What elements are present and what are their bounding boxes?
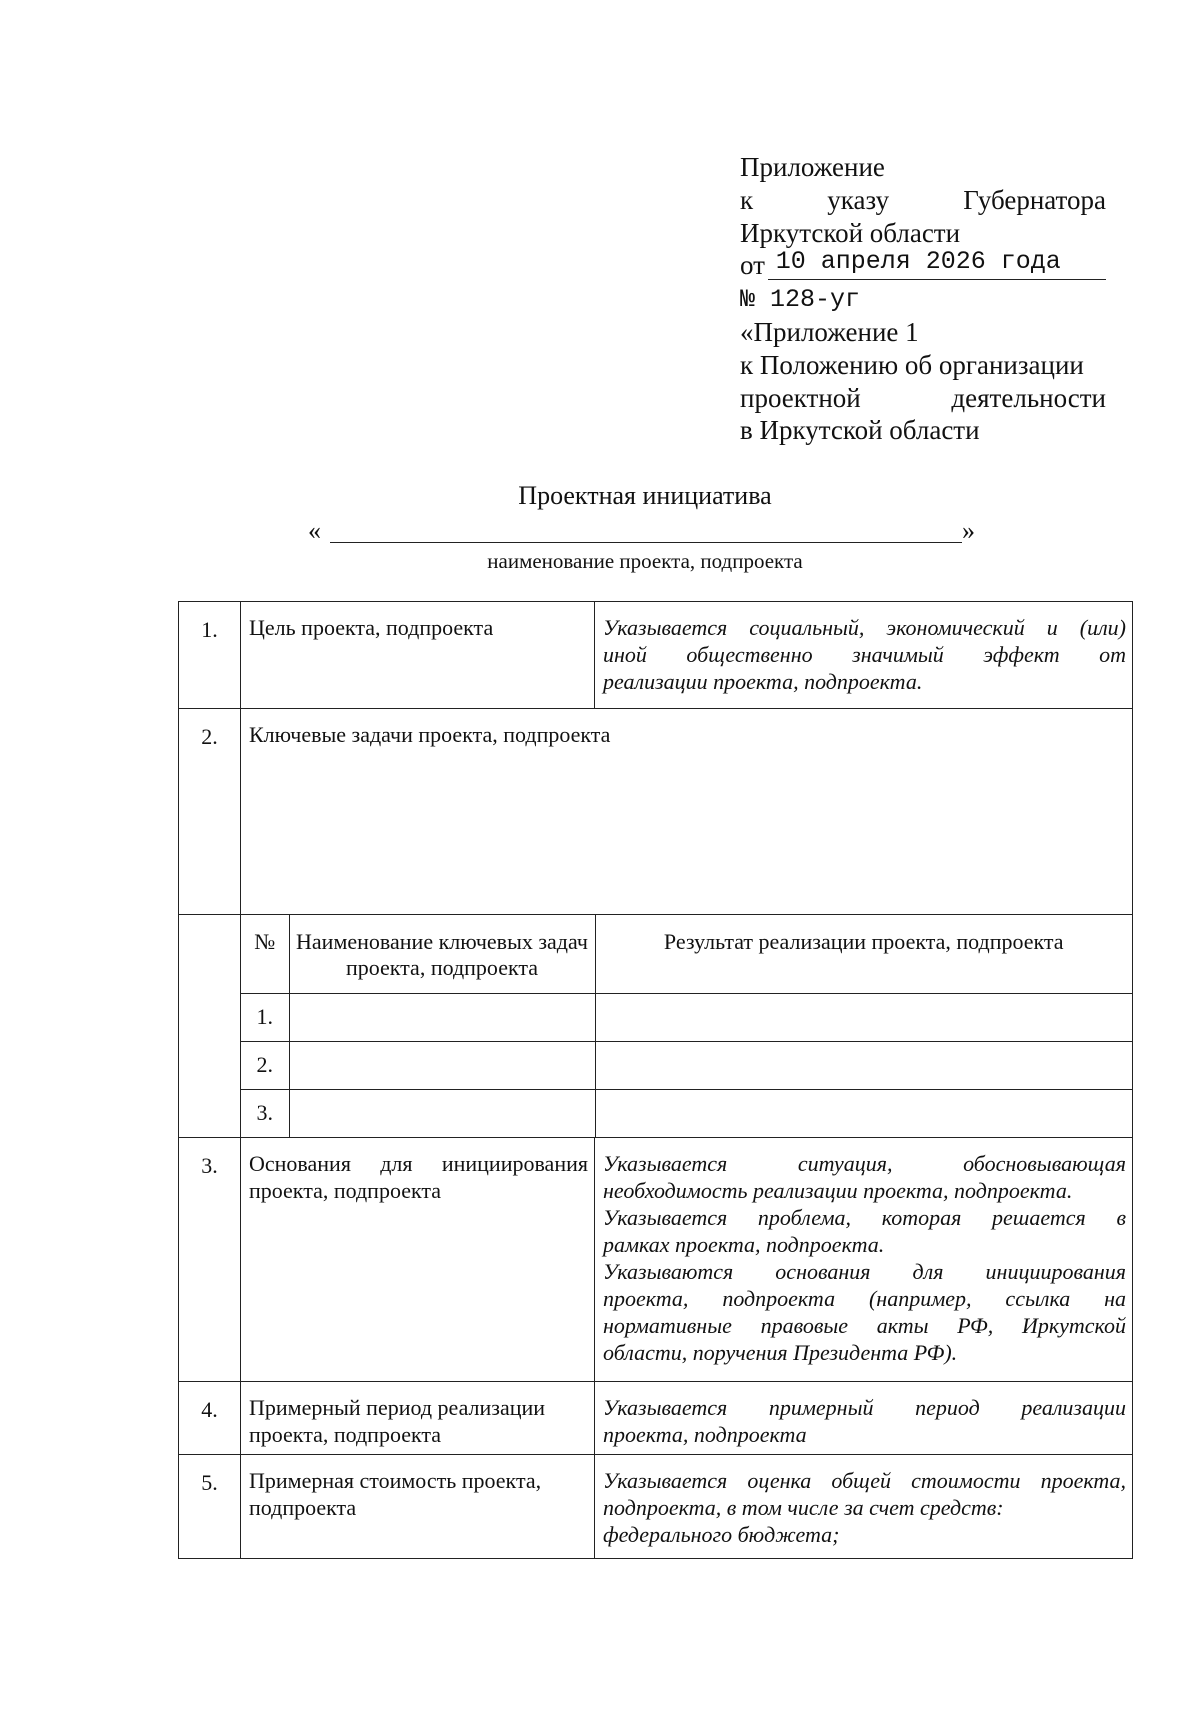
key-task-number: 1.: [241, 993, 289, 1041]
key-task-name-cell[interactable]: [289, 1041, 595, 1089]
table-row: [179, 1138, 1133, 1382]
row-number: 2.: [179, 709, 241, 915]
decree-date: 10 апреля 2026 года: [775, 247, 1061, 276]
key-task-number: 2.: [241, 1041, 289, 1089]
document-title: Проектная инициатива: [518, 481, 772, 510]
key-task-result-cell[interactable]: [595, 993, 1132, 1041]
col-header-number: №: [241, 915, 289, 993]
value-line: иной общественно значимый эффект от: [603, 642, 1126, 667]
table-row: [179, 602, 1133, 709]
key-task-result-cell[interactable]: [595, 1041, 1132, 1089]
initiative-table: [178, 601, 1133, 1559]
row-value: [595, 1455, 1133, 1559]
header-word: к: [740, 185, 754, 215]
value-line: Указываются основания для инициирования: [603, 1259, 1126, 1284]
key-task-name-cell[interactable]: [289, 1089, 595, 1137]
row-label: Примерный период реализации проекта, подпроекта: [241, 1382, 595, 1455]
header-word: деятельности: [951, 383, 1106, 413]
quote-open: «: [308, 516, 321, 545]
header-line-region: Иркутской области: [740, 218, 961, 248]
header-line-appendix: Приложение: [740, 152, 885, 182]
date-prefix: от: [740, 250, 765, 280]
appendix1-line4: в Иркутской области: [740, 415, 980, 445]
value-line: области, поручения Президента РФ).: [603, 1340, 958, 1365]
value-line: проекта, подпроекта: [603, 1422, 807, 1447]
appendix1-line2: к Положению об организации: [740, 350, 1084, 380]
value-line: реализации проекта, подпроекта.: [603, 669, 923, 694]
value-line: Указывается социальный, экономический и (или): [603, 615, 1126, 640]
project-name-caption: наименование проекта, подпроекта: [487, 549, 803, 573]
value-line: рамках проекта, подпроекта.: [603, 1232, 885, 1257]
row-value: [595, 1138, 1133, 1382]
col-header-result: Результат реализации проекта, подпроекта: [595, 915, 1132, 993]
decree-number: № 128-уг: [740, 285, 861, 314]
key-tasks-table: [241, 915, 1132, 1137]
key-task-name-cell[interactable]: [289, 993, 595, 1041]
date-underline: [768, 279, 1106, 280]
table-row: [179, 1382, 1133, 1455]
row-label: Примерная стоимость проекта, подпроекта: [241, 1455, 595, 1559]
value-line: нормативные правовые акты РФ, Иркутской: [603, 1313, 1126, 1338]
value-line: Указывается примерный период реализации: [603, 1395, 1126, 1420]
quote-close: »: [962, 516, 975, 545]
value-line: Указывается оценка общей стоимости проекта,: [603, 1468, 1126, 1493]
row-label: Цель проекта, подпроекта: [241, 602, 595, 709]
header-word: указу: [827, 185, 890, 215]
col-header-task-name: Наименование ключевых задач проекта, подпроекта: [289, 915, 595, 993]
key-task-row: [241, 1041, 1132, 1089]
key-task-row: [241, 993, 1132, 1041]
appendix1-line3: [740, 382, 1106, 414]
key-task-number: 3.: [241, 1089, 289, 1137]
row-number-empty: [179, 915, 241, 1138]
table-row: [179, 1455, 1133, 1559]
key-task-row: [241, 1089, 1132, 1137]
appendix1-line1: «Приложение 1: [740, 317, 919, 347]
key-tasks-header: [241, 915, 1132, 993]
value-line: подпроекта, в том числе за счет средств:: [603, 1495, 1004, 1520]
row-number: 5.: [179, 1455, 241, 1559]
row-value: [595, 1382, 1133, 1455]
value-line: необходимость реализации проекта, подпроекта.: [603, 1178, 1073, 1203]
value-line: федерального бюджета;: [603, 1522, 840, 1547]
value-line: проекта, подпроекта (например, ссылка на: [603, 1286, 1126, 1311]
table-row: [179, 709, 1133, 915]
value-line: Указывается ситуация, обосновывающая: [603, 1151, 1126, 1176]
header-word: Губернатора: [963, 185, 1106, 215]
value-line: Указывается проблема, которая решается в: [603, 1205, 1126, 1230]
row-number: 1.: [179, 602, 241, 709]
table-row: [179, 915, 1133, 1138]
row-number: 3.: [179, 1138, 241, 1382]
header-word: проектной: [740, 383, 861, 413]
header-line-decree: [740, 184, 1106, 216]
project-name-blank: [330, 542, 962, 543]
row-number: 4.: [179, 1382, 241, 1455]
key-task-result-cell[interactable]: [595, 1089, 1132, 1137]
row-value: [595, 602, 1133, 709]
row-label: Ключевые задачи проекта, подпроекта: [241, 709, 1133, 915]
key-tasks-cell: [241, 915, 1133, 1138]
row-label: Основания для инициирования проекта, подпроекта: [241, 1138, 595, 1382]
